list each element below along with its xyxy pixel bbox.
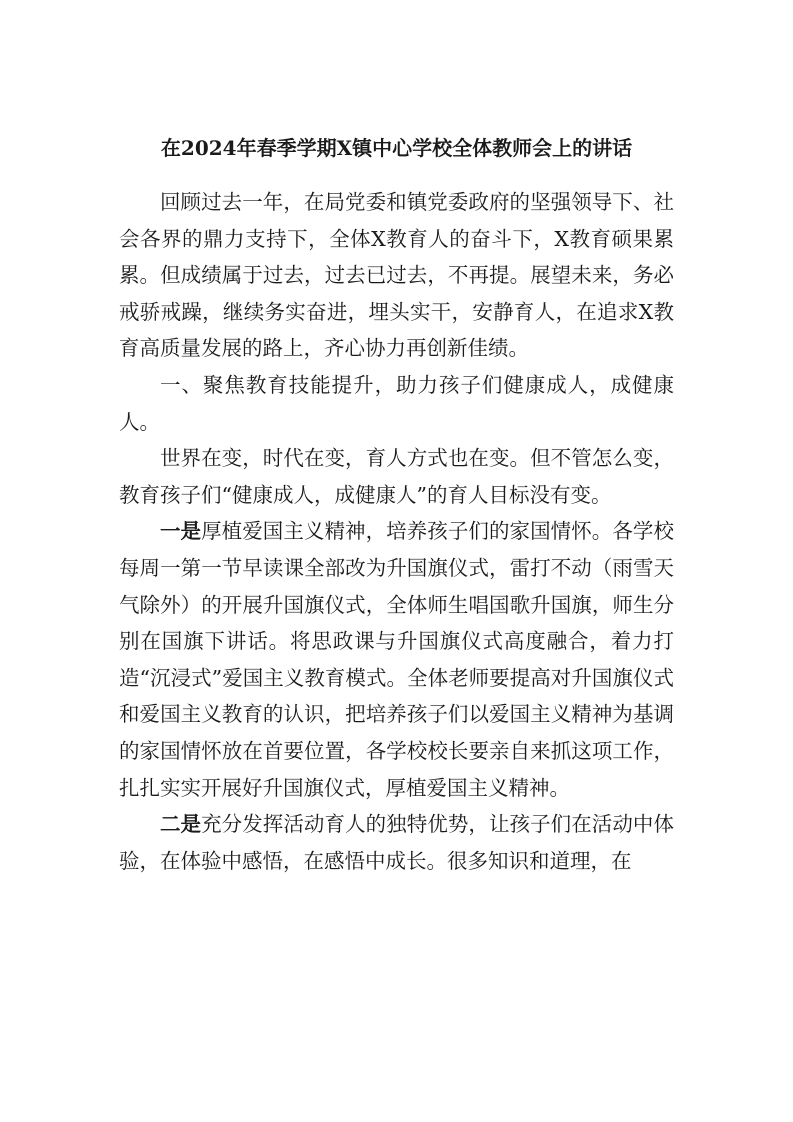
- paragraph-text: 一、聚焦教育技能提升，助力孩子们健康成人，成健康人。: [119, 372, 674, 434]
- paragraph-lead: 一是: [160, 519, 202, 544]
- document-body: [119, 184, 674, 879]
- section-heading-one: [119, 367, 674, 440]
- document-title: 在2024年春季学期X镇中心学校全体教师会上的讲话: [160, 136, 633, 160]
- paragraph-intro: [119, 184, 674, 367]
- paragraph-point-one: [119, 513, 674, 806]
- paragraph-text: 厚植爱国主义精神，培养孩子们的家国情怀。各学校每周一第一节早读课全部改为升国旗仪式，雷打不动（雨雪天气除外）的开展升国旗仪式，全体师生唱国歌升国旗，师生分别在国旗下讲话。将思政课与升国旗仪式高度融合，着力打造“沉浸式”爱国主义教育模式。全体老师要提高对升国旗仪式和爱国主义教育的认识，把培养孩子们以爱国主义精神为基调的家国情怀放在首要位置，各学校校长要亲自来抓这项工作，扎扎实实开展好升国旗仪式，厚植爱国主义精神。: [119, 519, 674, 800]
- paragraph-text: 充分发挥活动育人的独特优势，让孩子们在活动中体验，在体验中感悟，在感悟中成长。很多知识和道理，在: [119, 812, 674, 873]
- paragraph-text: 回顾过去一年，在局党委和镇党委政府的坚强领导下、社会各界的鼎力支持下，全体X教育人的奋斗下，X教育硕果累累。但成绩属于过去，过去已过去，不再提。展望未来，务必戒骄戒躁，继续务实奋进，埋头实干，安静育人，在追求X教育高质量发展的路上，齐心协力再创新佳绩。: [119, 190, 674, 361]
- paragraph-text: 世界在变，时代在变，育人方式也在变。但不管怎么变，教育孩子们“健康成人，成健康人”的育人目标没有变。: [119, 446, 674, 507]
- paragraph-world-changes: [119, 440, 674, 513]
- paragraph-lead: 二是: [160, 812, 202, 837]
- paragraph-point-two: [119, 806, 674, 879]
